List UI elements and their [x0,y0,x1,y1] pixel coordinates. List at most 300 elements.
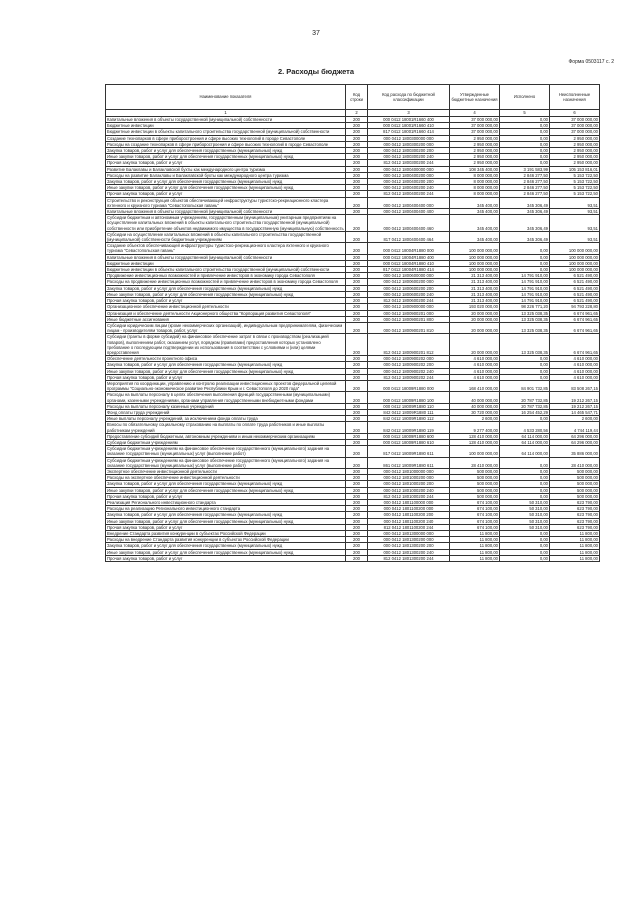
cell-name: Капитальные вложения в объекты государственной (муниципальной) собственности [106,254,346,260]
cell-approved: 345 400,00 [450,197,500,208]
table-row [106,285,600,291]
cell-approved: 11 800,00 [450,531,500,537]
cell-executed: 0,00 [500,117,550,123]
cell-unexecuted: 500 000,00 [550,475,600,481]
cell-budget-code: 861 0412 18009R1880 611 [368,457,450,468]
cell-executed: 0,00 [500,135,550,141]
cell-line-code: 200 [346,433,368,439]
cell-executed: 2 846 277,50 [500,179,550,185]
cell-line-code: 200 [346,310,368,316]
cell-name: Расходы на выплаты персоналу в целях обеспечения выполнения функций государственными (муниципальными) органами, казенными учреждениями, органами управления государственными внебюджетными фондами [106,392,346,403]
cell-approved: 500 000,00 [450,487,500,493]
cell-executed: 14 791 910,00 [500,273,550,279]
cell-budget-code: 812 0412 1800900202 244 [368,374,450,380]
cell-unexecuted: 100 000 000,00 [550,260,600,266]
cell-approved: 674 100,00 [450,500,500,506]
cell-line-code: 200 [346,409,368,415]
cell-name: Внедрение Стандарта развития конкуренции в субъектах Российской Федерации [106,531,346,537]
cell-name: Капитальные вложения в объекты государственной (муниципальной) собственности [106,209,346,215]
cell-executed: 64 114 000,00 [500,439,550,445]
cell-budget-code: 000 0412 1800400400 000 [368,197,450,208]
header-name: Наименование показателя [106,85,346,110]
cell-name: Закупка товаров, работ и услуг для обеспечения государственных (муниципальных) нужд [106,543,346,549]
cell-unexecuted: 6 674 961,65 [550,310,600,316]
cell-approved: 11 800,00 [450,549,500,555]
cell-line-code: 200 [346,555,368,561]
cell-name: Иные выплаты персоналу учреждений, за исключением фонда оплаты труда [106,416,346,422]
cell-line-code: 200 [346,285,368,291]
cell-budget-code: 000 0412 1800600200 240 [368,291,450,297]
cell-executed: 0,00 [500,481,550,487]
cell-name: Фонд оплаты труда учреждений [106,409,346,415]
cell-name: Бюджетные инвестиции [106,260,346,266]
cell-approved: 2 950 000,00 [450,154,500,160]
cell-budget-code: 000 0412 1800900202 200 [368,362,450,368]
cell-line-code: 200 [346,549,368,555]
cell-approved: 500 000,00 [450,481,500,487]
cell-name: Мероприятия по координации, управлению и контролю реализации инвестиционных проектов федеральной целевой программы "Социально-экономическое развитие Республики Крым и г. Севастополя до 2020 года" [106,380,346,391]
cell-approved: 500 000,00 [450,468,500,474]
cell-executed: 0,00 [500,129,550,135]
cell-budget-code: 817 0412 1800400400 464 [368,231,450,242]
cell-approved: 2 600,00 [450,416,500,422]
cell-executed: 0,00 [500,368,550,374]
cell-unexecuted: 2 600,00 [550,416,600,422]
cell-executed: 14 791 910,00 [500,298,550,304]
table-row [106,166,600,172]
cell-budget-code: 000 0412 1800400000 000 [368,166,450,172]
cell-budget-code: 000 0412 1800600200 000 [368,279,450,285]
cell-executed: 0,00 [500,362,550,368]
cell-unexecuted: 6 521 490,00 [550,285,600,291]
cell-budget-code: 000 0412 1800300200 000 [368,141,450,147]
cell-unexecuted: 2 950 000,00 [550,141,600,147]
cell-executed: 4 533 280,56 [500,422,550,433]
cell-line-code: 200 [346,129,368,135]
header-line-code: Код строки [346,85,368,110]
cell-approved: 100 000 000,00 [450,243,500,254]
cell-unexecuted: 35 886 000,00 [550,446,600,457]
cell-unexecuted: 100 000 000,00 [550,267,600,273]
cell-line-code: 200 [346,512,368,518]
cell-approved: 100 000 000,00 [450,254,500,260]
cell-executed: 0,00 [500,160,550,166]
table-row [106,392,600,403]
cell-approved: 9 277 400,00 [450,422,500,433]
cell-unexecuted: 4 744 119,44 [550,422,600,433]
cell-line-code: 200 [346,191,368,197]
cell-unexecuted: 94 793 228,80 [550,304,600,310]
table-row [106,403,600,409]
column-number: 2 [346,110,368,117]
column-number: 3 [368,110,450,117]
cell-line-code: 200 [346,179,368,185]
cell-approved: 4 610 000,00 [450,356,500,362]
cell-name: Предоставление субсидий бюджетным, автономным учреждениям и иным некоммерческим организациям [106,433,346,439]
cell-line-code: 200 [346,416,368,422]
column-number: 5 [500,110,550,117]
header-unexecuted: Неисполненные назначения [550,85,600,110]
column-number-row [106,110,600,117]
cell-unexecuted: 93,51 [550,209,600,215]
table-row [106,334,600,356]
cell-budget-code: 812 0412 1800300200 244 [368,160,450,166]
cell-executed: 0,00 [500,493,550,499]
cell-budget-code: 000 0412 1800400400 460 [368,215,450,232]
table-row [106,298,600,304]
cell-name: Организация и обеспечение деятельности Акционерного общества "Корпорация развития Севастополя" [106,310,346,316]
cell-executed: 13 325 038,35 [500,316,550,322]
cell-approved: 2 950 000,00 [450,141,500,147]
cell-line-code: 200 [346,316,368,322]
cell-name: Взносы по обязательному социальному страхованию на выплаты по оплате труда работников и иные выплаты работникам учреждений [106,422,346,433]
cell-line-code: 200 [346,487,368,493]
cell-name: Расходы на создание технопарков в сфере приборостроения и сфере высоких технологий в городе Севастополе [106,141,346,147]
cell-executed: 345 306,49 [500,197,550,208]
cell-name: Создание объектов обеспечивающей инфраструктуры туристско-рекреационного кластера яхтенного и круизного туризма "Севастопольская гавань" [106,243,346,254]
cell-budget-code: 000 0412 1801000200 240 [368,487,450,493]
cell-unexecuted: 500 000,00 [550,493,600,499]
cell-name: Иные закупки товаров, работ и услуг для обеспечения государственных (муниципальных) нужд [106,154,346,160]
cell-name: Закупка товаров, работ и услуг для обеспечения государственных (муниципальных) нужд [106,362,346,368]
table-row [106,322,600,333]
cell-approved: 100 000 000,00 [450,260,500,266]
cell-line-code: 200 [346,475,368,481]
form-label: Форма 0503117 с. 2 [568,59,614,65]
column-number: 1 [106,110,346,117]
cell-name: Реализация Регионального инвестиционного стандарта [106,500,346,506]
table-row [106,191,600,197]
header-approved: Утвержденные бюджетные назначения [450,85,500,110]
cell-executed: 2 846 277,50 [500,191,550,197]
cell-name: Бюджетные инвестиции в объекты капитального строительства государственной (муниципальной) собственности [106,129,346,135]
cell-unexecuted: 100 000 000,00 [550,243,600,254]
cell-budget-code: 000 0412 18004R1880 000 [368,243,450,254]
cell-budget-code: 000 0412 1801300200 200 [368,543,450,549]
table-row [106,291,600,297]
cell-unexecuted: 5 153 722,50 [550,172,600,178]
cell-unexecuted: 11 800,00 [550,549,600,555]
cell-line-code: 200 [346,422,368,433]
cell-unexecuted: 100 000 000,00 [550,254,600,260]
cell-approved: 345 400,00 [450,215,500,232]
cell-unexecuted: 500 000,00 [550,481,600,487]
cell-line-code: 200 [346,543,368,549]
cell-line-code: 200 [346,291,368,297]
cell-approved: 674 100,00 [450,512,500,518]
cell-executed: 0,00 [500,141,550,147]
cell-executed: 0,00 [500,487,550,493]
cell-name: Создание технопарков в сфере приборостроения и сфере высоких технологий в городе Севастополе [106,135,346,141]
cell-executed: 50 310,00 [500,512,550,518]
cell-name: Расходы на продвижение инвестиционных возможностей и привлечение инвесторов в экономику города Севастополя [106,279,346,285]
cell-executed: 0,00 [500,531,550,537]
cell-unexecuted: 11 800,00 [550,555,600,561]
cell-line-code: 200 [346,123,368,129]
cell-unexecuted: 5 153 722,50 [550,185,600,191]
cell-unexecuted: 4 610 000,00 [550,362,600,368]
cell-unexecuted: 37 000 000,00 [550,117,600,123]
cell-budget-code: 000 0412 18009R1880 600 [368,433,450,439]
cell-executed: 345 306,49 [500,215,550,232]
cell-unexecuted: 2 950 000,00 [550,160,600,166]
cell-name: Прочая закупка товаров, работ и услуг [106,374,346,380]
cell-name: Закупка товаров, работ и услуг для обеспечения государственных (муниципальных) нужд [106,179,346,185]
cell-executed: 84 901 732,85 [500,380,550,391]
cell-unexecuted: 2 950 000,00 [550,135,600,141]
cell-approved: 108 345 400,00 [450,166,500,172]
cell-name: Субсидии бюджетным учреждениям [106,439,346,445]
cell-name: Субсидии бюджетным учреждениям на финансовое обеспечение государственного (муниципального) задания на оказание государственных (муниципальных) услуг (выполнение работ) [106,457,346,468]
cell-name: Закупка товаров, работ и услуг для обеспечения государственных (муниципальных) нужд [106,285,346,291]
cell-approved: 345 400,00 [450,231,500,242]
page-number: 37 [312,30,320,37]
cell-executed: 0,00 [500,374,550,380]
cell-approved: 40 000 000,00 [450,403,500,409]
cell-unexecuted: 2 950 000,00 [550,154,600,160]
cell-line-code: 200 [346,172,368,178]
cell-approved: 21 313 400,00 [450,279,500,285]
cell-approved: 8 000 000,00 [450,172,500,178]
cell-approved: 40 000 000,00 [450,392,500,403]
cell-budget-code: 000 0412 18009R1880 610 [368,439,450,445]
cell-budget-code: 812 0412 1800900201 812 [368,334,450,356]
cell-approved: 11 800,00 [450,537,500,543]
table-row [106,446,600,457]
cell-budget-code: 812 0412 1801300200 244 [368,555,450,561]
cell-line-code: 200 [346,500,368,506]
cell-unexecuted: 64 296 000,00 [550,433,600,439]
cell-approved: 2 950 000,00 [450,160,500,166]
cell-unexecuted: 6 521 490,00 [550,291,600,297]
cell-approved: 193 020 000,00 [450,304,500,310]
cell-unexecuted: 11 800,00 [550,537,600,543]
table-row [106,310,600,316]
cell-unexecuted: 6 521 490,00 [550,273,600,279]
cell-executed: 50 310,00 [500,500,550,506]
cell-line-code: 200 [346,481,368,487]
cell-name: Субсидии (гранты в форме субсидий) на финансовое обеспечение затрат в связи с производством (реализацией товаров), выполнением работ, оказанием услуг, порядком (правилами) предоставления которых установлено требование о последующем подтверждении их использования в соответствии с условиями и (или) целями предоставления [106,334,346,356]
cell-budget-code: 842 0412 18009R1880 119 [368,422,450,433]
cell-line-code: 200 [346,518,368,524]
cell-budget-code: 000 0412 18004R1880 410 [368,260,450,266]
cell-executed: 50 310,00 [500,506,550,512]
cell-name: Организационное обеспечение инвестиционной деятельности [106,304,346,310]
cell-unexecuted: 623 790,00 [550,524,600,530]
cell-line-code: 200 [346,468,368,474]
cell-executed: 13 325 038,35 [500,310,550,316]
header-executed: Исполнено [500,85,550,110]
cell-line-code: 200 [346,362,368,368]
cell-approved: 37 000 000,00 [450,123,500,129]
cell-line-code: 200 [346,531,368,537]
cell-approved: 8 000 000,00 [450,179,500,185]
cell-name: Прочая закупка товаров, работ и услуг [106,160,346,166]
cell-unexecuted: 19 212 267,15 [550,403,600,409]
cell-unexecuted: 19 212 267,15 [550,392,600,403]
cell-line-code: 200 [346,267,368,273]
cell-budget-code: 000 0412 18009R1880 000 [368,380,450,391]
cell-executed: 20 787 732,85 [500,403,550,409]
cell-line-code: 200 [346,273,368,279]
cell-executed: 20 787 732,85 [500,392,550,403]
cell-line-code: 200 [346,197,368,208]
cell-budget-code: 812 0412 1800400200 244 [368,191,450,197]
cell-line-code: 200 [346,457,368,468]
cell-approved: 345 400,00 [450,209,500,215]
cell-name: Иные закупки товаров, работ и услуг для обеспечения государственных (муниципальных) нужд [106,518,346,524]
cell-approved: 2 950 000,00 [450,135,500,141]
cell-approved: 28 410 000,00 [450,457,500,468]
cell-approved: 674 100,00 [450,518,500,524]
cell-name: Иные закупки товаров, работ и услуг для обеспечения государственных (муниципальных) нужд [106,549,346,555]
cell-unexecuted: 93,51 [550,215,600,232]
cell-approved: 500 000,00 [450,493,500,499]
table-row [106,457,600,468]
cell-approved: 100 000 000,00 [450,267,500,273]
cell-approved: 20 000 000,00 [450,334,500,356]
table-header-row [106,85,600,110]
cell-unexecuted: 623 790,00 [550,500,600,506]
cell-line-code: 200 [346,185,368,191]
cell-approved: 2 950 000,00 [450,148,500,154]
cell-executed: 0,00 [500,260,550,266]
cell-budget-code: 000 0412 1801100200 240 [368,518,450,524]
cell-name: Иные закупки товаров, работ и услуг для обеспечения государственных (муниципальных) нужд [106,368,346,374]
cell-unexecuted: 83 508 267,15 [550,380,600,391]
cell-executed: 0,00 [500,468,550,474]
cell-executed: 0,00 [500,123,550,129]
cell-executed: 0,00 [500,243,550,254]
cell-budget-code: 000 0412 1800300000 000 [368,135,450,141]
cell-budget-code: 000 0412 1800900202 240 [368,368,450,374]
cell-name: Прочая закупка товаров, работ и услуг [106,298,346,304]
cell-line-code: 200 [346,322,368,333]
cell-executed: 0,00 [500,148,550,154]
cell-executed: 14 791 910,00 [500,291,550,297]
cell-budget-code: 000 0412 1800900000 000 [368,304,450,310]
table-row [106,185,600,191]
cell-executed: 50 310,00 [500,518,550,524]
cell-name: Расходы на реализацию Регионального инвестиционного стандарта [106,506,346,512]
cell-line-code: 200 [346,446,368,457]
cell-budget-code: 817 0412 18001R1660 414 [368,129,450,135]
cell-approved: 128 410 000,00 [450,433,500,439]
cell-unexecuted: 93,51 [550,197,600,208]
cell-unexecuted: 37 000 000,00 [550,123,600,129]
cell-budget-code: 000 0412 1800600000 000 [368,273,450,279]
cell-approved: 4 610 000,00 [450,374,500,380]
cell-budget-code: 000 0412 1800400200 240 [368,185,450,191]
cell-budget-code: 842 0412 18009R1880 111 [368,409,450,415]
cell-approved: 37 000 000,00 [450,117,500,123]
cell-unexecuted: 5 153 722,50 [550,179,600,185]
cell-executed: 0,00 [500,267,550,273]
cell-approved: 4 610 000,00 [450,368,500,374]
cell-line-code: 200 [346,506,368,512]
cell-unexecuted: 64 296 000,00 [550,439,600,445]
cell-name: Прочая закупка товаров, работ и услуг [106,555,346,561]
cell-unexecuted: 6 521 490,00 [550,298,600,304]
cell-unexecuted: 4 610 000,00 [550,356,600,362]
cell-approved: 20 000 000,00 [450,310,500,316]
cell-budget-code: 000 0412 1801300200 240 [368,549,450,555]
cell-executed: 50 310,00 [500,524,550,530]
cell-unexecuted: 11 800,00 [550,543,600,549]
cell-name: Субсидии бюджетным и автономным учреждениям, государственным (муниципальным) унитарным предприятиям на осуществление капитальных вложений в объекты капитального строительства государственной (муниципальной) собственности или приобретение объектов недвижимого имущества в государственную (муниципальную) собственность [107,215,344,231]
cell-approved: 21 313 400,00 [450,298,500,304]
cell-executed: 2 846 277,50 [500,185,550,191]
cell-executed: 3 191 583,99 [500,166,550,172]
column-number: 4 [450,110,500,117]
cell-executed: 0,00 [500,549,550,555]
cell-line-code: 200 [346,368,368,374]
cell-approved: 168 410 000,00 [450,380,500,391]
cell-unexecuted: 623 790,00 [550,518,600,524]
table-row [106,380,600,391]
cell-name: Закупка товаров, работ и услуг для обеспечения государственных (муниципальных) нужд [106,148,346,154]
cell-line-code: 200 [346,380,368,391]
cell-unexecuted: 623 790,00 [550,506,600,512]
cell-unexecuted: 93,51 [550,231,600,242]
cell-line-code: 200 [346,298,368,304]
cell-executed: 0,00 [500,356,550,362]
cell-line-code: 200 [346,215,368,232]
cell-executed: 345 306,49 [500,209,550,215]
cell-line-code: 200 [346,135,368,141]
table-row [106,215,600,232]
table-row [106,243,600,254]
table-row [106,433,600,439]
cell-line-code: 200 [346,148,368,154]
cell-executed: 64 114 000,00 [500,446,550,457]
cell-budget-code: 812 0412 1800600200 244 [368,298,450,304]
cell-unexecuted: 28 410 000,00 [550,457,600,468]
table-row [106,279,600,285]
cell-executed: 0,00 [500,475,550,481]
cell-line-code: 200 [346,117,368,123]
cell-approved: 128 410 000,00 [450,439,500,445]
cell-budget-code: 000 0412 1801300200 000 [368,537,450,543]
cell-unexecuted: 500 000,00 [550,468,600,474]
cell-line-code: 200 [346,493,368,499]
cell-name: Прочая закупка товаров, работ и услуг [106,191,346,197]
cell-budget-code: 000 0412 1801100000 000 [368,500,450,506]
cell-name: Иные бюджетные ассигнования [106,316,346,322]
table-row [106,231,600,242]
cell-name: Прочая закупка товаров, работ и услуг [106,493,346,499]
cell-name: Продвижение инвестиционных возможностей и привлечение инвесторов в экономику города Севастополя [106,273,346,279]
cell-budget-code: 812 0412 1801100200 244 [368,524,450,530]
cell-unexecuted: 14 465 547,71 [550,409,600,415]
cell-name: Иные закупки товаров, работ и услуг для обеспечения государственных (муниципальных) нужд [106,487,346,493]
cell-unexecuted: 4 610 000,00 [550,374,600,380]
table-row [106,422,600,433]
cell-budget-code: 000 0412 1801000200 000 [368,475,450,481]
cell-name: Расходы на развитие Балаклавы и Балаклавской бухты как международного центра туризма [106,172,346,178]
cell-line-code: 200 [346,279,368,285]
cell-approved: 4 610 000,00 [450,362,500,368]
cell-budget-code: 817 0412 18009R1880 611 [368,446,450,457]
cell-budget-code: 000 0412 1800900201 800 [368,316,450,322]
cell-line-code: 200 [346,334,368,356]
table-row [106,555,600,561]
cell-unexecuted: 11 800,00 [550,531,600,537]
table-row [106,197,600,208]
cell-budget-code: 000 0412 1800600200 200 [368,285,450,291]
cell-line-code: 200 [346,154,368,160]
cell-executed: 0,00 [500,416,550,422]
